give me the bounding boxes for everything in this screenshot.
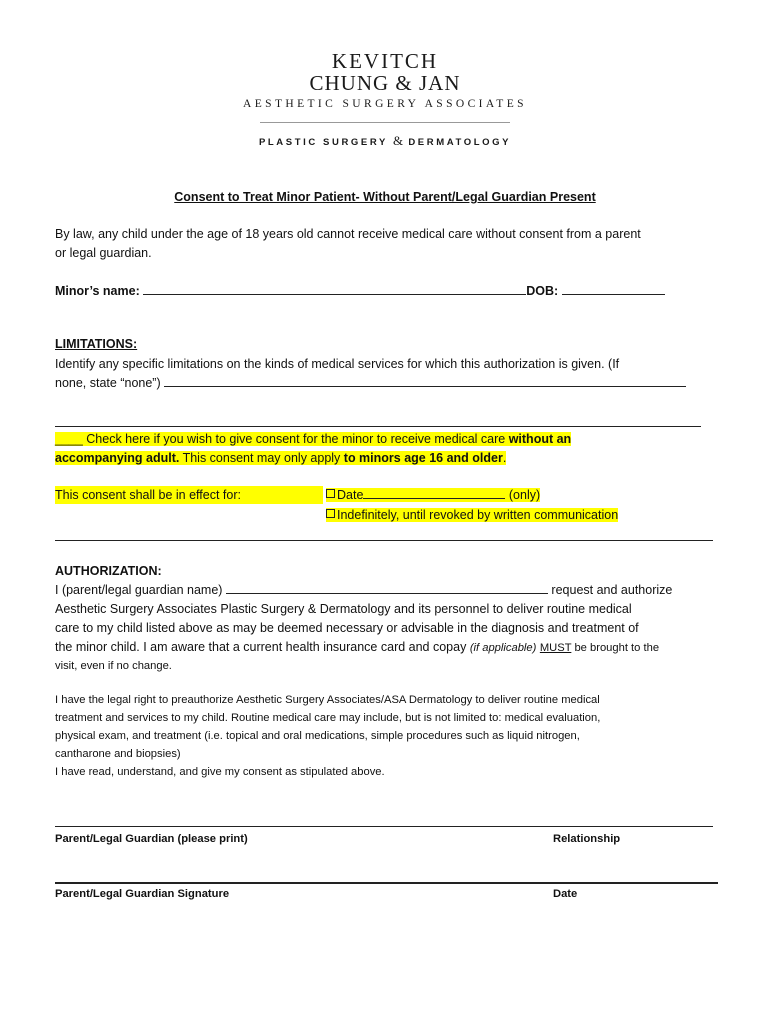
guardian-print-field[interactable] [55, 826, 713, 827]
accompany-line-2 [55, 449, 506, 467]
date-label: Date [553, 888, 578, 900]
legal-line-2: treatment and services to my child. Routine medical care may include, but is not limited to: medical evaluation, [55, 712, 601, 724]
logo-line-2: CHUNG & JAN [309, 71, 461, 95]
limitations-line-1: Identify any specific limitations on the kinds of medical services for which this authorization is given. (If [55, 357, 620, 371]
effect-option-1-suffix: (only) [505, 488, 541, 502]
logo-divider [260, 122, 510, 123]
logo-line-3: AESTHETIC SURGERY ASSOCIATES [243, 98, 527, 110]
intro-line-1: By law, any child under the age of 18 years old cannot receive medical care without consent from a parent [55, 227, 641, 241]
authorization-line-4b: (if applicable) [469, 642, 537, 654]
authorization-line-1 [55, 581, 672, 599]
limitations-line-2-row [55, 374, 686, 392]
guardian-signature-label: Parent/Legal Guardian Signature [55, 888, 230, 900]
limitations-field-2[interactable] [55, 426, 701, 427]
logo-line-4 [230, 133, 540, 149]
limitations-field-1[interactable] [164, 374, 686, 387]
authorization-line-3: care to my child listed above as may be deemed necessary or advisable in the diagnosis and treatment of [55, 621, 639, 635]
legal-line-4: cantharone and biopsies) [55, 748, 181, 760]
logo-ampersand: & [392, 133, 404, 148]
guardian-name-field[interactable] [226, 581, 548, 594]
accompany-line-1 [55, 430, 571, 448]
authorization-line-4 [55, 638, 659, 657]
minor-name-row [55, 282, 665, 300]
legal-line-5: I have read, understand, and give my consent as stipulated above. [55, 766, 385, 778]
intro-line-2: or legal guardian. [55, 246, 152, 260]
limitations-heading: LIMITATIONS: [55, 337, 138, 351]
authorization-line-4c: MUST [539, 642, 572, 654]
logo-line-4b: DERMATOLOGY [408, 137, 512, 148]
dob-label: DOB: [526, 284, 559, 298]
accompany-mid: This consent may only apply [179, 451, 344, 465]
effect-label-row [55, 486, 323, 504]
effect-option-1[interactable] [326, 486, 540, 504]
accompany-text [55, 432, 571, 446]
accompany-bold-3: to minors age 16 and older [343, 451, 503, 465]
effect-label: This consent shall be in effect for: [55, 486, 323, 504]
date-checkbox[interactable] [326, 489, 335, 498]
guardian-signature-field[interactable] [55, 882, 718, 884]
authorization-line-1a: I (parent/legal guardian name) [55, 583, 223, 597]
effect-option-2[interactable] [326, 506, 618, 524]
company-logo [230, 50, 540, 149]
indefinite-checkbox[interactable] [326, 509, 335, 518]
effect-option-1-highlight [326, 488, 540, 502]
authorization-line-4d: be brought to the [571, 642, 660, 654]
section-divider [55, 540, 713, 541]
accompany-end: . [502, 451, 507, 465]
dob-field[interactable] [562, 282, 665, 295]
form-title: Consent to Treat Minor Patient- Without Parent/Legal Guardian Present [174, 190, 596, 204]
effect-option-2-highlight [326, 508, 618, 522]
legal-line-3: physical exam, and treatment (i.e. topical and oral medications, simple procedures such as liquid nitrogen, [55, 730, 580, 742]
effect-option-1-label: Date [337, 488, 364, 502]
limitations-line-2: none, state “none”) [55, 376, 161, 390]
guardian-print-label: Parent/Legal Guardian (please print) [55, 833, 248, 845]
accompany-bold-2: accompanying adult. [55, 451, 180, 465]
accompany-text-2 [55, 451, 506, 465]
legal-line-1: I have the legal right to preauthorize Aesthetic Surgery Associates/ASA Dermatology to deliver routine medical [55, 694, 600, 706]
authorization-line-2: Aesthetic Surgery Associates Plastic Surgery & Dermatology and its personnel to deliver routine medical [55, 602, 632, 616]
authorization-line-4a: the minor child. I am aware that a current health insurance card and copay [55, 640, 470, 654]
logo-line-1: KEVITCH [331, 49, 439, 73]
logo-line-4a: PLASTIC SURGERY [258, 137, 388, 148]
accompany-bold-1: without an [508, 432, 572, 446]
accompany-prefix: ____ Check here if you wish to give consent for the minor to receive medical care [55, 432, 509, 446]
effect-date-field[interactable] [363, 486, 505, 499]
authorization-heading: AUTHORIZATION: [55, 564, 162, 578]
effect-option-2-label: Indefinitely, until revoked by written communication [337, 508, 619, 522]
authorization-line-1b: request and authorize [547, 583, 673, 597]
relationship-label: Relationship [553, 833, 621, 845]
authorization-line-5: visit, even if no change. [55, 660, 172, 672]
minor-name-label: Minor’s name: [55, 284, 140, 298]
minor-name-field[interactable] [143, 282, 526, 295]
